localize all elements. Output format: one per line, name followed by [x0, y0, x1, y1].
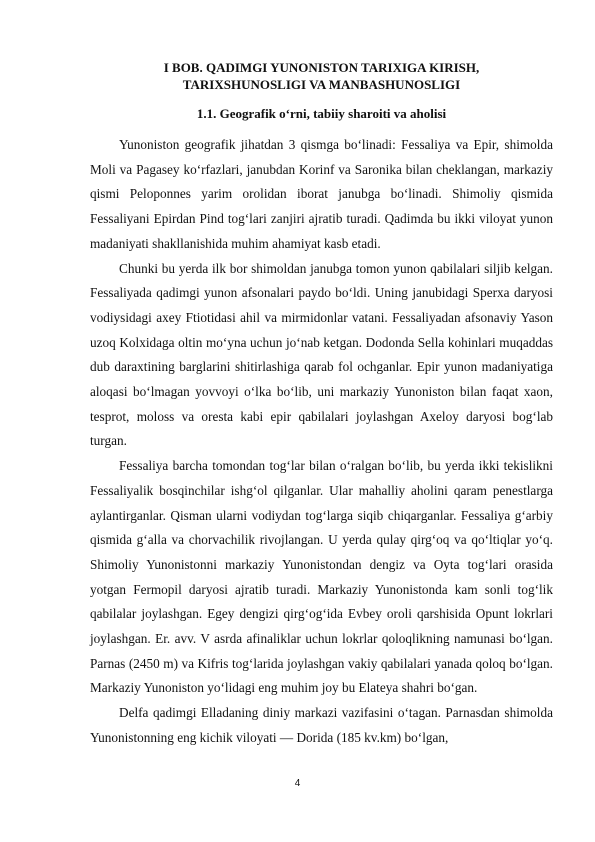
body-text — [90, 133, 553, 751]
paragraph: Fessaliya barcha tomondan tog‘lar bilan o‘ralgan bo‘lib, bu yerda ikki tekislikni Fessaliyalik bosqinchilar ishg‘ol qilganlar. Ular mahalliy aholini qaram penestlarga aylantirganlar. Qisman ularni vodiydan tog‘larga siqib chiqarganlar. Fessaliya g‘arbiy qismida g‘alla va chorvachilik rivojlangan. U yerda qulay qirg‘oq va qo‘ltiqlar yo‘q. Shimoliy Yunonistonni markaziy Yunonistondan dengiz va Oyta tog‘lari orasida yotgan Fermopil daryosi ajratib turadi. Markaziy Yunonistonda kam sonli tog‘lik qabilalar joylashgan. Egey dengizi qirg‘og‘ida Evbey oroli qarshisida Opunt lokrlari joylashgan. Er. avv. V asrda afinaliklar uchun lokrlar qoloqlikning namunasi bo‘lgan. Parnas (2450 m) va Kifris tog‘larida joylashgan vakiy qabilalari yanada qoloq bo‘lgan. Markaziy Yunoniston yo‘lidagi eng muhim joy bu Elateya shahri bo‘gan. — [90, 458, 553, 696]
chapter-title-line-2: TARIXSHUNOSLIGI VA MANBASHUNOSLIGI — [182, 77, 461, 92]
paragraph: Delfa qadimgi Elladaning diniy markazi vazifasini o‘tagan. Parnasdan shimolda Yunonistonning eng kichik viloyati — Dorida (185 kv.km) bo‘lgan, — [90, 705, 553, 745]
chapter-title-line-1: I BOB. QADIMGI YUNONISTON TARIXIGA KIRISH, — [163, 60, 480, 75]
paragraph: Yunoniston geografik jihatdan 3 qismga bo‘linadi: Fessaliya va Epir, shimolda Moli va Pagasey ko‘rfazlari, janubdan Korinf va Saronika bilan cheklangan, markaziy qismi Peloponnes yarim orolidan iborat janubga bo‘linadi. Shimoliy qismida Fessaliyani Epirdan Pind tog‘lari zanjiri ajratib turadi. Qadimda bu ikki viloyat yunon madaniyati shakllanishida muhim ahamiyat kasb etadi. — [90, 137, 553, 251]
paragraph: Chunki bu yerda ilk bor shimoldan janubga tomon yunon qabilalari siljib kelgan. Fessaliyada qadimgi yunon afsonalari paydo bo‘ldi. Uning janubidagi Sperxa daryosi vodiysidagi axey Ftiotidasi ahil va mirmidonlar vatani. Fessaliyadan afsonaviy Yason uzoq Kolxidaga oltin mo‘yna uchun jo‘nab ketgan. Dodonda Sella kohinlari muqaddas dub daraxtining barglarini shitirlashiga qarab fol ochganlar. Epir yunon madaniyatiga aloqasi bo‘lmagan yovvoyi o‘lka bo‘lib, uni markaziy Yunoniston bilan faqat xaon, tesprot, moloss va oresta kabi epir qabilalari joylashgan Axeloy daryosi bog‘lab turgan. — [90, 260, 553, 449]
page-number: 4 — [294, 778, 301, 789]
chapter-title — [90, 59, 553, 93]
section-title: 1.1. Geografik o‘rni, tabiiy sharoiti va aholisi — [196, 106, 447, 121]
